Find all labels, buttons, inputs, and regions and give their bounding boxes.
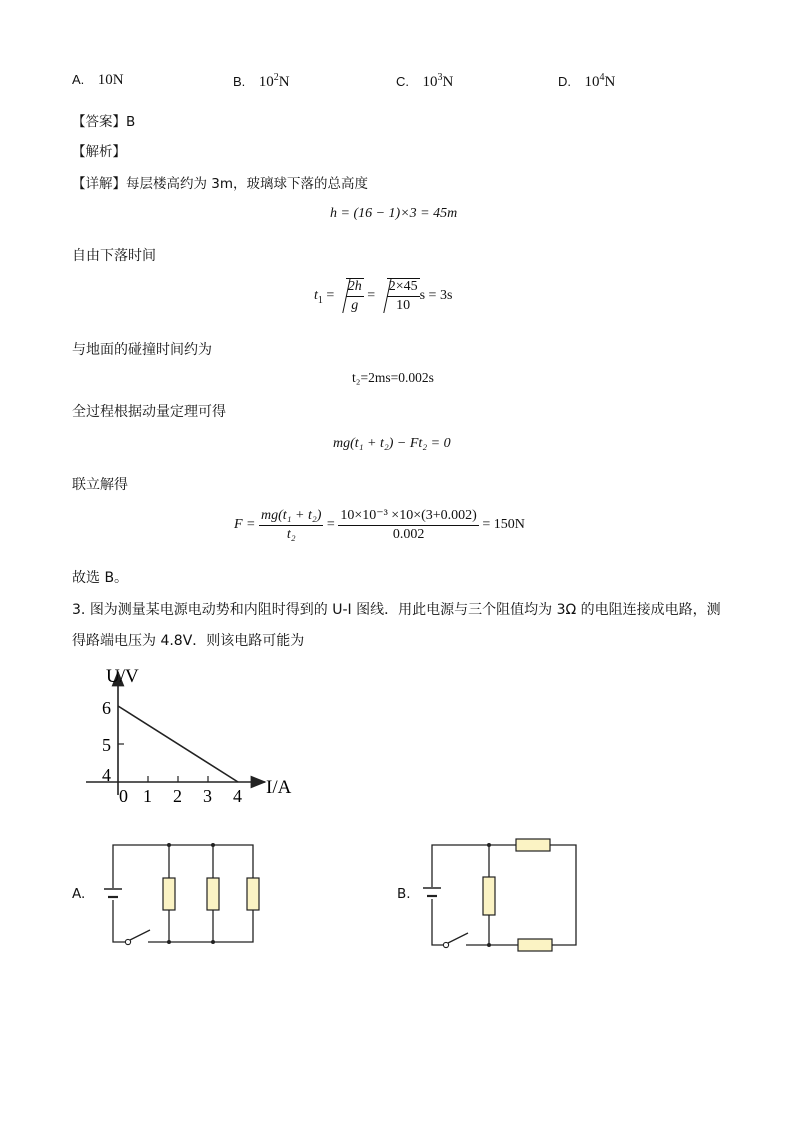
answer-line [72, 110, 135, 130]
circuit-a-left-wire [113, 900, 126, 942]
option-b-exp: 2 [273, 72, 279, 83]
resistor-b-top [516, 839, 550, 851]
u-i-line [118, 706, 238, 782]
option-b-base: 10 [258, 74, 274, 90]
option-c-exp: 3 [437, 72, 443, 83]
question-text-1: 图为测量某电源电动势和内阻时得到的 U-I 图线．用此电源与三个阻值均为 3Ω 的电阻连接成电路，测 [89, 602, 721, 618]
x-tick-4: 4 [233, 786, 242, 806]
option-a-label: A. [72, 72, 85, 87]
x-tick-3: 3 [203, 786, 212, 806]
equation-time: $t_1$ = $\frac{2h}{g}$ = $\frac{2\times 45}{10}$ s = 3s [314, 279, 453, 313]
circuit-a-bottom-wire [148, 910, 253, 942]
option-d-label: D. [558, 74, 571, 89]
u-i-graph [80, 660, 310, 810]
eq5-den1: t₂ [286, 526, 296, 542]
option-b-label: B. [233, 74, 246, 89]
eq2-den2: 10 [396, 298, 411, 313]
eq2-num1: 2h [346, 279, 364, 297]
option-d-exp: 4 [599, 72, 605, 83]
answer-value: B [126, 114, 136, 130]
text-freefall: 自由下落时间 [72, 248, 156, 264]
resistor-a-3 [247, 878, 259, 910]
question-line-2: 得路端电压为 4.8V．则该电路可能为 [72, 633, 305, 649]
circuit-b-right-wire [550, 845, 576, 945]
option-a-value: 10N [97, 72, 124, 88]
junction-a-2 [211, 843, 215, 847]
switch-a-pivot [125, 939, 130, 944]
eq2-den1: g [351, 298, 359, 313]
circuit-b-top-wire-left [432, 845, 516, 887]
eq2-lhs: t [314, 288, 318, 304]
option-c-label: C. [396, 74, 409, 89]
junction-b-1 [487, 843, 491, 847]
switch-a [130, 930, 150, 940]
junction-a-1 [167, 843, 171, 847]
detail-text: 每层楼高约为 3m，玻璃球下落的总高度 [126, 176, 369, 192]
resistor-b-middle [483, 877, 495, 915]
equation-momentum: mg(t₁ + t₂) − Ft₂ = 0 [333, 436, 451, 451]
conclusion: 故选 B。 [72, 570, 129, 586]
resistor-b-bottom [518, 939, 552, 951]
resistor-a-1 [163, 878, 175, 910]
circuit-b [418, 835, 588, 953]
x-axis-label: I/A [266, 777, 292, 798]
detail-line [72, 172, 368, 192]
equation-force: F = $\frac{\text{mg(t₁ + t₂)}}{\text{t₂}}$ = $\frac{\text{10×10⁻³ ×10×(3+0.002)}}{0.002}$ = 150N [234, 507, 525, 542]
circuit-b-left-wire [432, 899, 444, 945]
circuit-a [98, 838, 268, 948]
y-axis-label: U/V [106, 666, 139, 687]
question-line-1 [72, 599, 721, 619]
equation-height: h = (16 − 1)×3 = 45m [330, 206, 458, 221]
eq2-num2: 2×45 [387, 279, 420, 297]
y-tick-4: 4 [102, 765, 111, 785]
x-tick-2: 2 [173, 786, 182, 806]
option-b-unit: N [278, 74, 290, 90]
y-tick-6: 6 [102, 698, 111, 718]
question-number: 3. [72, 602, 86, 618]
eq5-lhs: F = [234, 517, 256, 533]
junction-a-4 [211, 940, 215, 944]
option-c-unit: N [442, 74, 454, 90]
equation-collision: t₂=2ms=0.002s [352, 370, 434, 385]
x-tick-1: 1 [143, 786, 152, 806]
x-tick-0: 0 [119, 786, 128, 806]
resistor-a-2 [207, 878, 219, 910]
eq5-tail: = 150N [482, 517, 525, 533]
option-c-base: 10 [422, 74, 438, 90]
option-a [72, 72, 124, 89]
answer-tag: 【答案】 [72, 114, 126, 130]
y-tick-5: 5 [102, 735, 111, 755]
text-collision: 与地面的碰撞时间约为 [72, 342, 212, 358]
circuit-a-label: A. [72, 886, 86, 902]
junction-b-2 [487, 943, 491, 947]
switch-b-pivot [443, 942, 448, 947]
text-theorem: 全过程根据动量定理可得 [72, 404, 226, 420]
circuit-a-top-wire [113, 845, 253, 888]
option-d-unit: N [604, 74, 616, 90]
eq5-den2: 0.002 [392, 527, 425, 542]
eq5-num1: mg(t₁ + t₂) [259, 508, 323, 526]
text-solve: 联立解得 [72, 477, 128, 493]
eq5-num2: 10×10⁻³ ×10×(3+0.002) [338, 507, 479, 526]
detail-tag: 【详解】 [72, 176, 126, 192]
eq2-tail: s = 3s [419, 288, 453, 304]
switch-b [448, 933, 468, 943]
option-c [396, 72, 453, 91]
eq2-lhs-sub: 1 [317, 295, 323, 307]
circuit-b-label: B. [397, 886, 411, 902]
analysis-tag: 【解析】 [72, 144, 126, 160]
option-d [558, 72, 615, 91]
option-d-base: 10 [584, 74, 600, 90]
junction-a-3 [167, 940, 171, 944]
option-b [233, 72, 290, 91]
